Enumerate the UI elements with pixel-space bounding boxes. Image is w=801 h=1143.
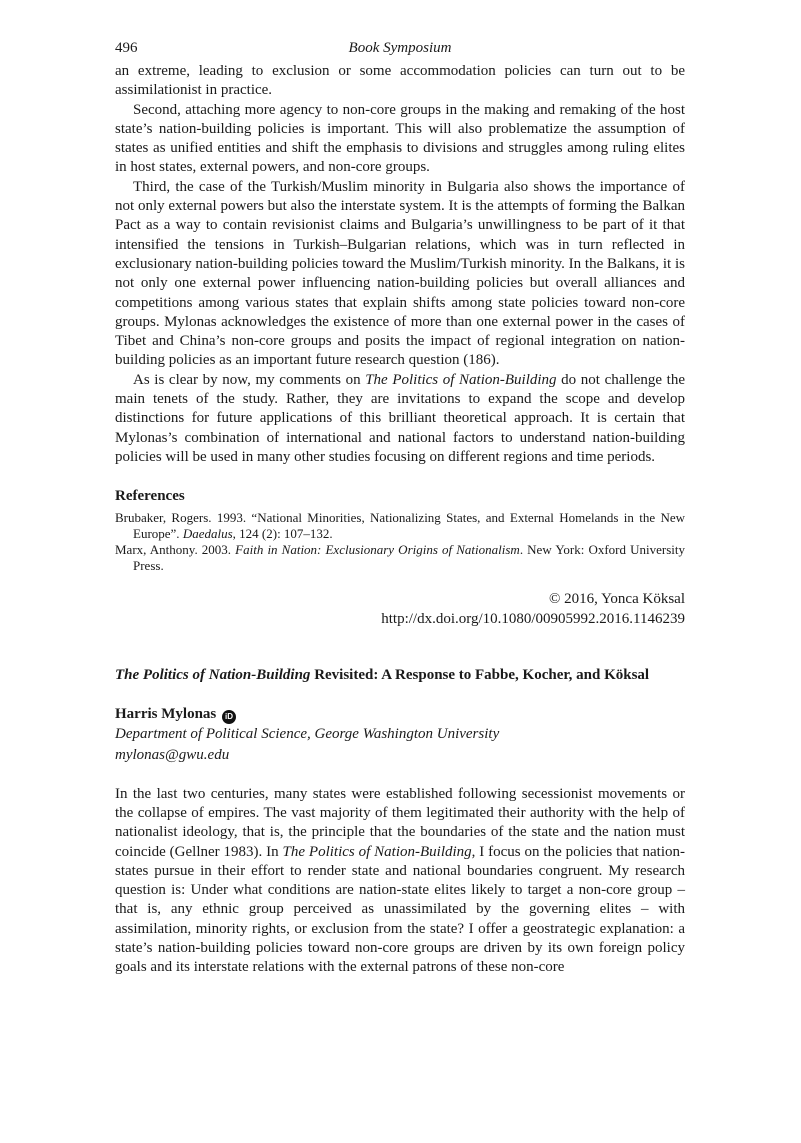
- author-name: Harris Mylonas: [115, 705, 217, 722]
- response-title: [115, 665, 685, 685]
- text-run: , 124 (2): 107–132.: [232, 525, 333, 541]
- text-run: . New York: Oxford University Press.: [133, 542, 686, 574]
- text-run: do not challenge the main tenets of the study. Rather, they are invitations to expand the scope and develop distinctions for future applications of this brilliant theoretical approach. It is certain that Mylonas’s combination of international and national factors to understand nation-building policies will be used in many other studies focusing on different regions and time periods.: [115, 371, 685, 465]
- title-rest: Revisited: A Response to Fabbe, Kocher, and Köksal: [310, 666, 650, 683]
- copyright-line: © 2016, Yonca Köksal: [549, 590, 685, 607]
- book-title: The Politics of Nation-Building: [115, 666, 311, 683]
- page: [115, 40, 685, 978]
- reference-item: [115, 542, 685, 573]
- author-affiliation: Department of Political Science, George Washington University: [115, 725, 500, 742]
- references-list: [115, 510, 685, 573]
- author-email[interactable]: mylonas@gwu.edu: [115, 746, 230, 763]
- paragraph-third: Third, the case of the Turkish/Muslim minority in Bulgaria also shows the importance of not only external powers but also the interstate system. It is the attempts of forming the Balkan Pact as a way to contain revisionist claims and Bulgaria’s unwillingness to be part of it that intensified the tensions in Turkish–Bulgarian relations, which was in turn reflected in exclusionary nation-building policies toward the Muslim/Turkish minority. In the Balkans, it is not only one external power influencing nation-building policies but overall alliances and competitions among various states that explain shifts among state policies toward non-core groups. Mylonas acknowledges the existence of more than one external power in the cases of Tibet and China’s non-core groups and posits the impact of regional integration on nation-building policies as an important future research question (186).: [115, 178, 685, 369]
- page-number: 496: [115, 40, 138, 56]
- paragraph-second: Second, attaching more agency to non-core groups in the making and remaking of the host state’s nation-building policies is important. This will also problematize the assumption of states as unified entities and shift the emphasis to divisions and struggles among ruling elites in host states, external powers, and non-core groups.: [115, 101, 685, 176]
- doi-link[interactable]: http://dx.doi.org/10.1080/00905992.2016.1146239: [381, 611, 685, 628]
- copyright-block: [115, 589, 685, 630]
- text-run: In the last two centuries, many states were established following secessionist movements or the collapse of empires. The vast majority of them legitimated their authority with the help of nationalist ideology, that is, the principle that the boundaries of the state and the nation must coincide (Gellner 1983). In: [115, 785, 685, 860]
- reference-item: [115, 510, 685, 541]
- book-title: Faith in Nation: Exclusionary Origins of Nationalism: [235, 542, 520, 558]
- references-heading: References: [115, 488, 185, 505]
- paragraph-conclusion: [115, 371, 685, 467]
- response-body: [115, 785, 685, 978]
- author-line: [115, 704, 685, 724]
- text-run: Marx, Anthony. 2003.: [115, 542, 236, 558]
- book-title: The Politics of Nation-Building: [282, 843, 472, 860]
- text-run: Brubaker, Rogers. 1993. “National Minorities, Nationalizing States, and External Homelands in the New Europe”.: [115, 510, 685, 541]
- paragraph-continued: an extreme, leading to exclusion or some accommodation policies can turn out to be assimilationist in practice.: [115, 63, 685, 99]
- text-run: As is clear by now, my comments on: [133, 371, 366, 388]
- text-run: , I focus on the policies that nation-states pursue in their effort to render state and national boundaries congruent. My research question is: Under what conditions are nation-state elites likely to target a non-core group – that is, any ethnic group perceived as unassimilated by the governing elites – with assimilation, minority rights, or exclusion from the state? I offer a geostrategic explanation: a state’s nation-building policies toward non-core groups are driven by its own foreign policy goals and its interstate relations with the external patrons of these non-core: [115, 843, 685, 976]
- running-title: Book Symposium: [348, 40, 452, 56]
- book-title: The Politics of Nation-Building: [365, 371, 557, 388]
- essay-body: [115, 62, 685, 467]
- running-header: [115, 40, 685, 62]
- journal-title: Daedalus: [182, 525, 233, 541]
- response-paragraph: [115, 785, 685, 978]
- orcid-icon[interactable]: iD: [222, 710, 236, 724]
